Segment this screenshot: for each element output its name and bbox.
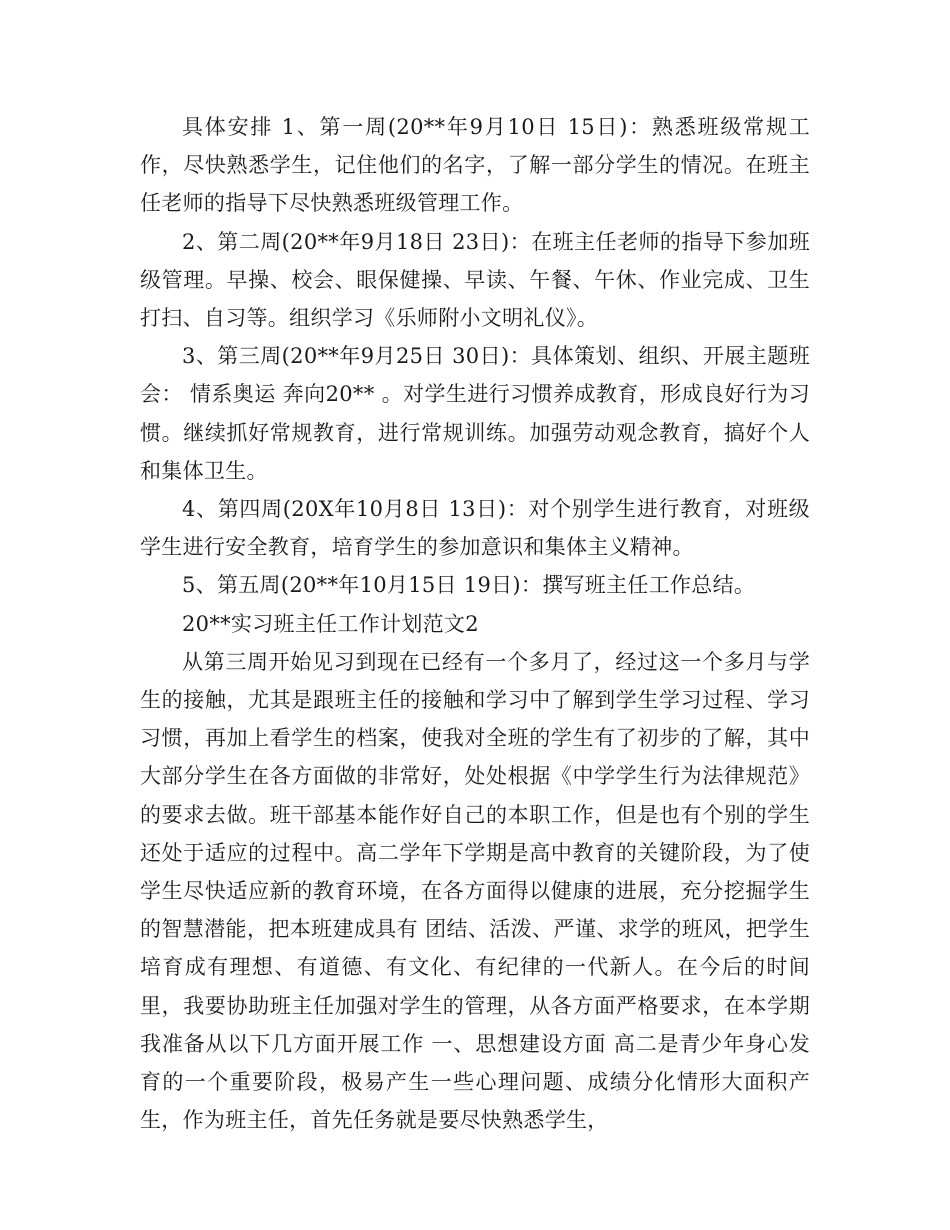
paragraph-week4: 4、第四周(20X年10月8日 13日)：对个别学生进行教育，对班级学生进行安全教育，培育学生的参加意识和集体主义精神。 — [140, 497, 810, 560]
paragraph-week1: 具体安排 1、第一周(20**年9月10日 15日)：熟悉班级常规工作，尽快熟悉学生，记住他们的名字，了解一部分学生的情况。在班主任老师的指导下尽快熟悉班级管理工作。 — [140, 115, 810, 216]
document-body — [140, 108, 810, 1139]
paragraph-week2: 2、第二周(20**年9月18日 23日)：在班主任老师的指导下参加班级管理。早操、校会、眼保健操、早读、午餐、午休、作业完成、卫生打扫、自习等。组织学习《乐师附小文明礼仪》。 — [140, 229, 810, 331]
paragraph-week3: 3、第三周(20**年9月25日 30日)：具体策划、组织、开展主题班会： 情系奥运 奔向20** 。对学生进行习惯养成教育，形成良好行为习惯。继续抓好常规教育，进行常规训练。加强劳动观念教育，搞好个人和集体卫生。 — [140, 344, 810, 483]
paragraph-week5: 5、第五周(20**年10月15日 19日)：撰写班主任工作总结。 — [182, 573, 756, 598]
section-heading: 20**实习班主任工作计划范文2 — [182, 611, 479, 636]
paragraph-body: 从第三周开始见习到现在已经有一个多月了，经过这一个多月与学生的接触，尤其是跟班主任的接触和学习中了解到学生学习过程、学习习惯，再加上看学生的档案，使我对全班的学生有了初步的了解，其中大部分学生在各方面做的非常好，处处根据《中学学生行为法律规范》的要求去做。班干部基本能作好自己的本职工作，但是也有个别的学生还处于适应的过程中。高二学年下学期是高中教育的关键阶段，为了使学生尽快适应新的教育环境，在各方面得以健康的进展，充分挖掘学生的智慧潜能，把本班建成具有 团结、活泼、严谨、求学的班风，把学生培育成有理想、有道德、有文化、有纪律的一代新人。在今后的时间里，我要协助班主任加强对学生的管理，从各方面严格要求，在本学期我准备从以下几方面开展工作 一、思想建设方面 高二是青少年身心发育的一个重要阶段，极易产生一些心理问题、成绩分化情形大面积产生，作为班主任，首先任务就是要尽快熟悉学生， — [140, 649, 810, 1133]
